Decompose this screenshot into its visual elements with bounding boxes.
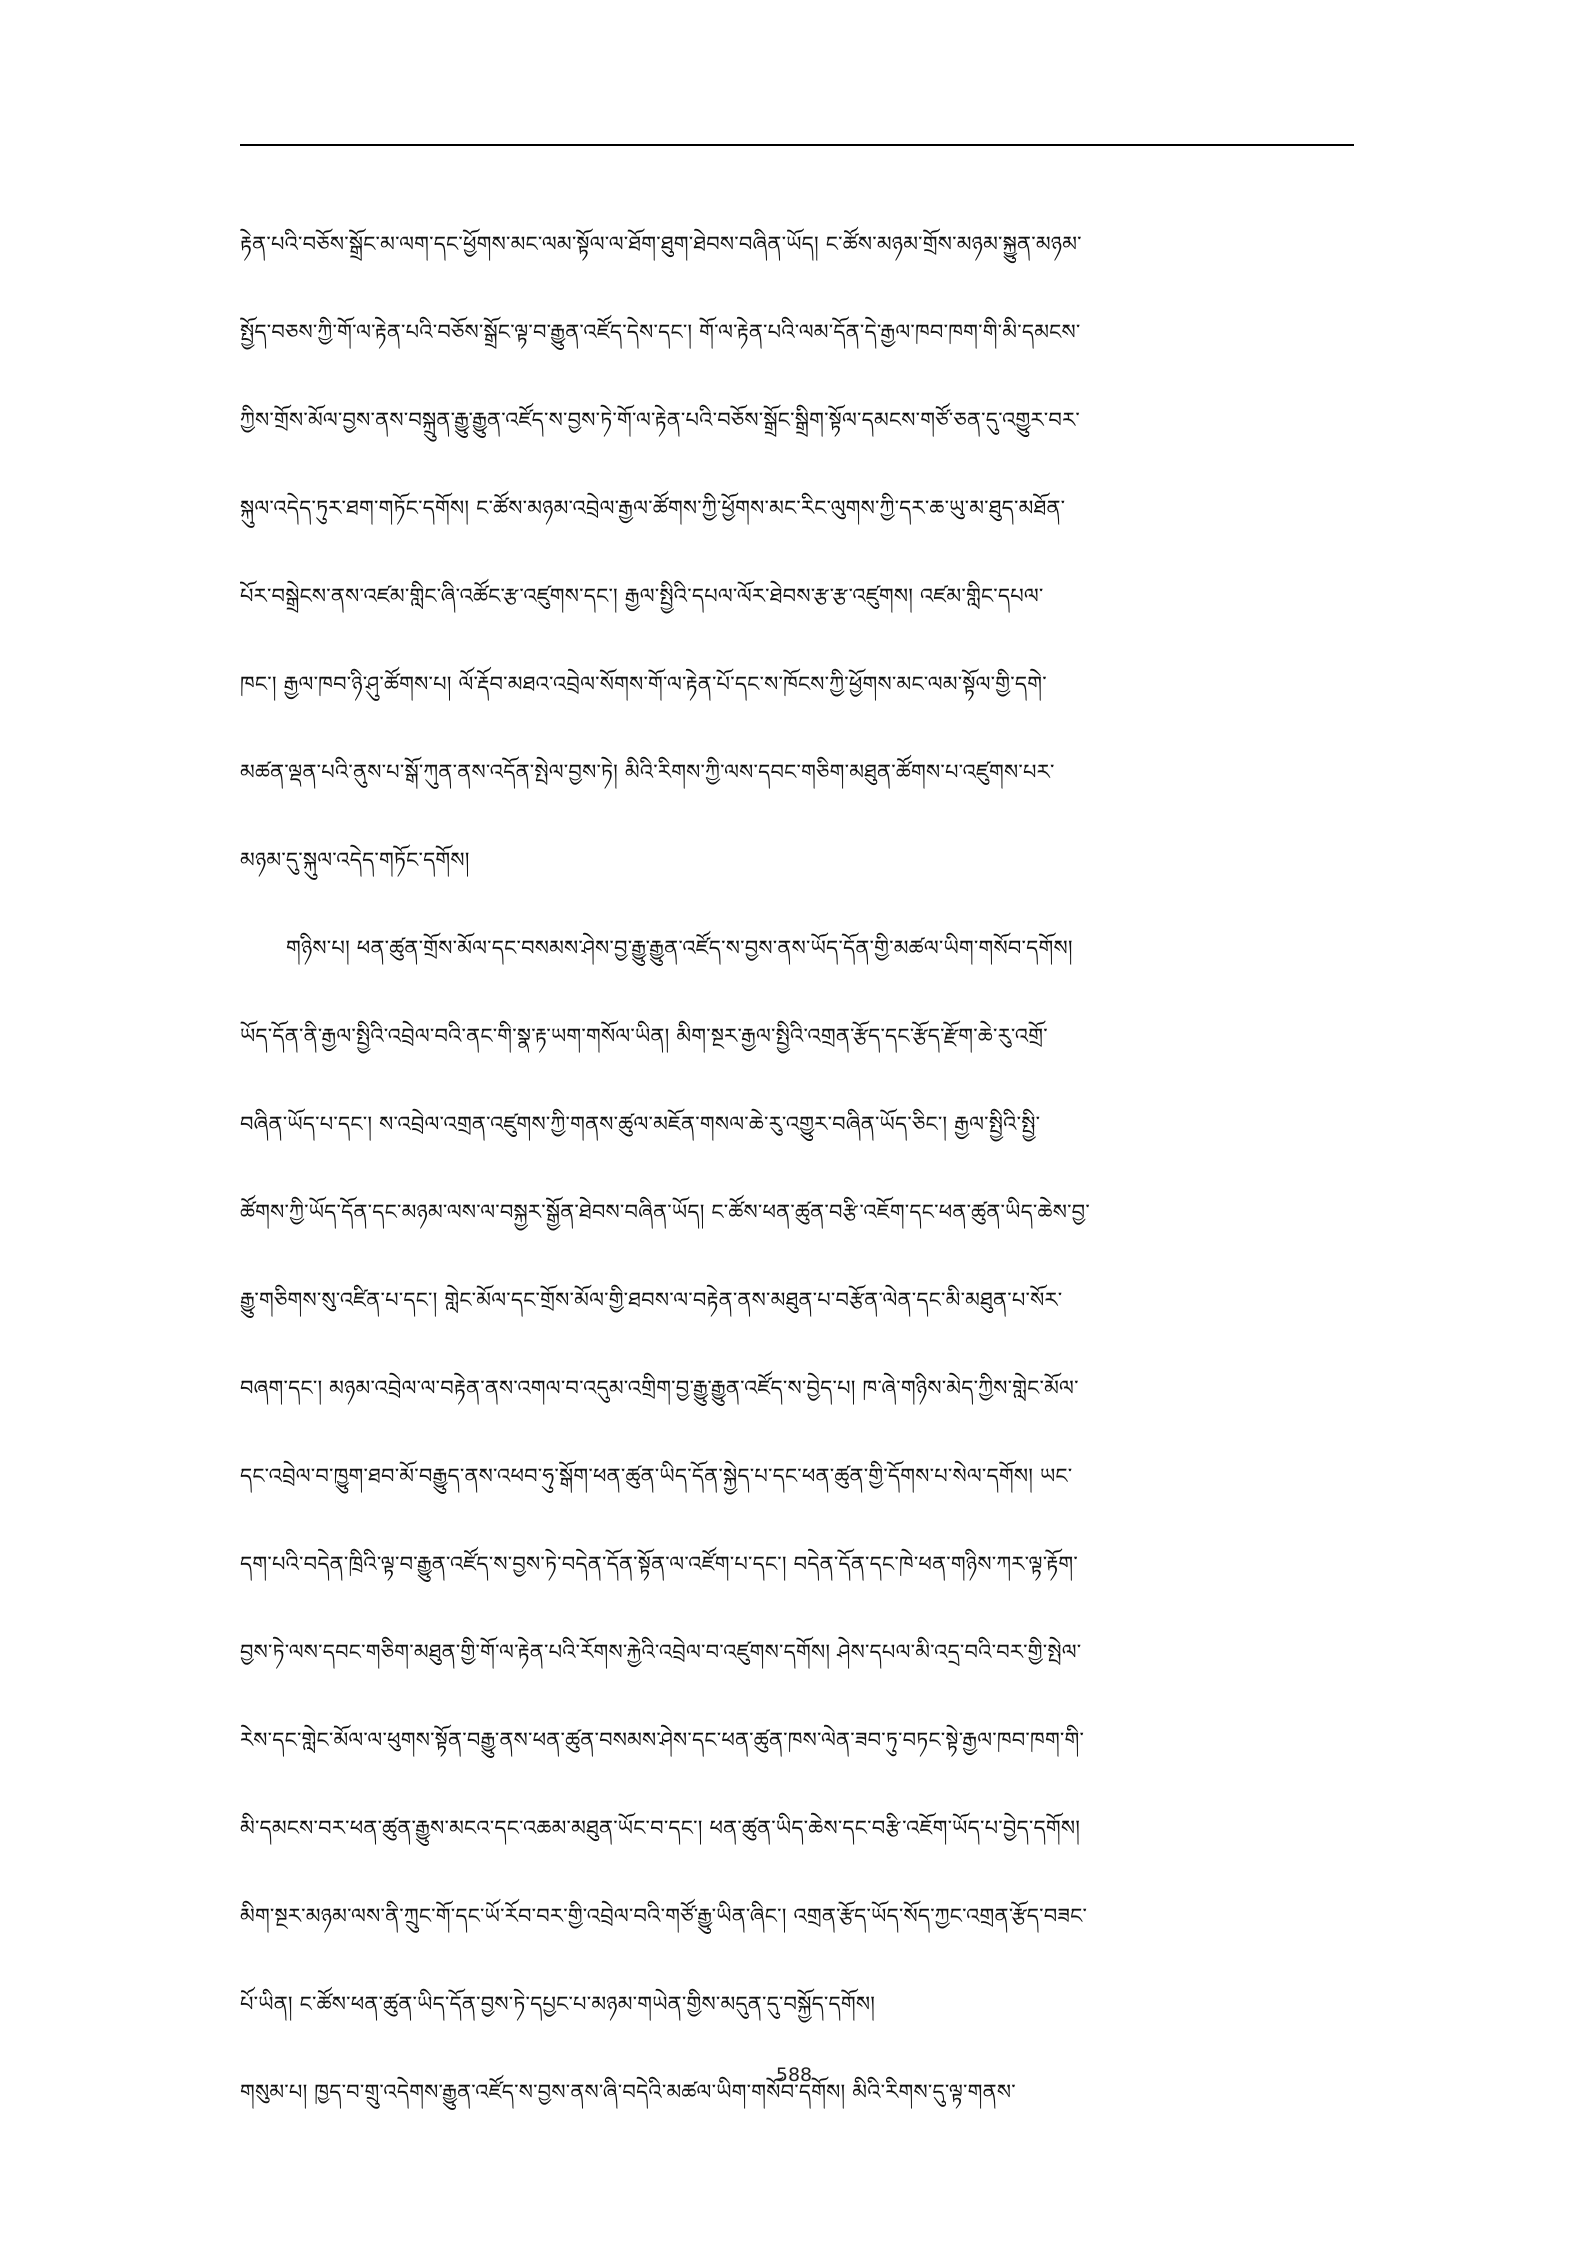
text-line: ཀྱིས་གྲོས་མོལ་བྱས་ནས་བསྐྲུན་རྒྱུ་རྒྱུན་འཛོད་ས་བྱས་ཏེ་གོ་ལ་རྟེན་པའི་བཅོས་སྒྲོང་སྒྲིག་སྟོལ་དམངས་གཙོ་ཅན་དུ་འགྱུར་བར་ (240, 408, 1080, 432)
text-line: ཁང་། རྒྱལ་ཁབ་ཉི་ཤུ་ཚོགས་པ། ལོ་རྡོབ་མཐའ་འབྲེལ་སོགས་གོ་ལ་རྟེན་པོ་དང་ས་ཁོངས་ཀྱི་ཕྱོགས་མང་ལམ་སྟོལ་གྱི་དགེ་ (240, 672, 1047, 696)
paragraph-heading-line: གཉིས་པ། ཕན་ཚུན་གྲོས་མོལ་དང་བསམས་ཤེས་བྱ་རྒྱུ་རྒྱུན་འཛོད་ས་བྱས་ནས་ཡོད་དོན་གྱི་མཚལ་ཡིག་གསོབ་དགོས། (286, 936, 1073, 960)
text-line: དང་འབྲེལ་བ་ཁྱུག་ཐབ་མོ་བརྒྱུད་ནས་འཕབ་ཧུ་སྒོག་ཕན་ཚུན་ཡིད་དོན་སྐྱེད་པ་དང་ཕན་ཚུན་གྱི་དོགས་པ་སེལ་དགོས། ཡང་ (240, 1464, 1073, 1488)
page-number: 588 (775, 2064, 813, 2086)
text-line: ཚོགས་ཀྱི་ཡོད་དོན་དང་མཉམ་ལས་ལ་བསྐྱར་སྒྱོན་ཐེབས་བཞིན་ཡོད། ང་ཚོས་ཕན་ཚུན་བརྩི་འཇོག་དང་ཕན་ཚུན་ཡིད་ཆེས་བྱ་ (240, 1200, 1090, 1224)
text-line: མིག་སྔར་མཉམ་ལས་ནི་ཀྲུང་གོ་དང་ཡོ་རོབ་བར་གྱི་འབྲེལ་བའི་གཙོ་རྒྱུ་ཡིན་ཞིང་། འགྲན་རྩོད་ཡོད་སོད་ཀྱང་འགྲན་རྩོད་བཟང་ (240, 1904, 1088, 1928)
text-line: སྐུལ་འདེད་ཏུར་ཐག་གཏོང་དགོས། ང་ཚོས་མཉམ་འབྲེལ་རྒྱལ་ཚོགས་ཀྱི་ཕྱོགས་མང་རིང་ལུགས་ཀྱི་དར་ཆ་ཡུ་མ་ཐུད་མཐོན་ (240, 496, 1066, 520)
text-line: པོར་བསྒྲེངས་ནས་འཛམ་གླིང་ཞི་འཚོང་རྩ་འཛུགས་དང་། རྒྱལ་སྤྱིའི་དཔལ་ལོར་ཐེབས་རྩ་རྩ་འཛུགས། འཛམ་གླིང་དཔལ་ (240, 584, 1044, 608)
text-line: བྱས་ཏེ་ལས་དབང་གཅིག་མཐུན་གྱི་གོ་ལ་རྟེན་པའི་རོགས་རྐྱེའི་འབྲེལ་བ་འཛུགས་དགོས། ཤེས་དཔལ་མི་འདྲ་བའི་བར་གྱི་སྤེལ་ (240, 1640, 1082, 1664)
header-rule (240, 144, 1354, 146)
text-line: མཚན་ལྡན་པའི་ནུས་པ་སྒོ་ཀུན་ནས་འདོན་སྤེལ་བྱས་ཏེ། མིའི་རིགས་ཀྱི་ལས་དབང་གཅིག་མཐུན་ཚོགས་པ་འཛུགས་པར་ (240, 760, 1055, 784)
body-text (240, 200, 1354, 2224)
text-line: རེས་དང་གླེང་མོལ་ལ་ཕུགས་སྟོན་བརྒྱུ་ནས་ཕན་ཚུན་བསམས་ཤེས་དང་ཕན་ཚུན་ཁས་ལེན་ཟབ་ཏུ་བཏང་སྟེ་རྒྱལ་ཁབ་ཁག་གི་ (240, 1728, 1085, 1752)
text-line: མཉམ་དུ་སྐུལ་འདེད་གཏོང་དགོས། (240, 848, 470, 872)
text-line: བཞིན་ཡོད་པ་དང་། ས་འབྲེལ་འགྲན་འཛུགས་ཀྱི་གནས་ཚུལ་མཇོན་གསལ་ཆེ་རུ་འགྱུར་བཞིན་ཡོད་ཅིང་། རྒྱལ་སྤྱིའི་སྤྱི་ (240, 1112, 1041, 1136)
text-line: ཡོད་དོན་ནི་རྒྱལ་སྤྱིའི་འབྲེལ་བའི་ནང་གི་སྣ་རྟ་ཡག་གསོལ་ཡིན། མིག་སྔར་རྒྱལ་སྤྱིའི་འགྲན་རྩོད་དང་རྩོད་རྫོག་ཆེ་རུ་འགྲོ་ (240, 1024, 1048, 1048)
text-line: དག་པའི་བདེན་ཁྲིའི་ལྟ་བ་རྒྱུན་འཛོད་ས་བྱས་ཏེ་བདེན་དོན་སྟོན་ལ་འཛོག་པ་དང་། བདེན་དོན་དང་ཁེ་ཕན་གཉིས་ཀར་ལྟ་རྟོག་ (240, 1552, 1079, 1576)
text-line: པོ་ཡིན། ང་ཚོས་ཕན་ཚུན་ཡིད་དོན་བྱས་ཏེ་དཔྱང་པ་མཉམ་གཡེན་གྱིས་མདུན་དུ་བསྐྱོད་དགོས། (240, 1992, 876, 2016)
text-line: མི་དམངས་བར་ཕན་ཚུན་རྒྱུས་མངའ་དང་འཆམ་མཐུན་ཡོང་བ་དང་། ཕན་ཚུན་ཡིད་ཆེས་དང་བརྩི་འཇོག་ཡོད་པ་བྱེད་དགོས། (240, 1816, 1081, 1840)
text-line: གསུམ་པ། ཁྱད་བ་གྲུ་འདེགས་རྒྱུན་འཛོད་ས་བྱས་ནས་ཞི་བདེའི་མཚལ་ཡིག་གསོབ་དགོས། མིའི་རིགས་དུ་ལྟ་གནས་ (240, 2080, 1016, 2104)
text-line: སྤྱོད་བཅས་ཀྱི་གོ་ལ་རྟེན་པའི་བཅོས་སྒྲོང་ལྟ་བ་རྒྱུན་འཛོད་དེས་དང་། གོ་ལ་རྟེན་པའི་ལམ་དོན་དེ་རྒྱལ་ཁབ་ཁག་གི་མི་དམངས་ (240, 320, 1081, 344)
text-line: རྟེན་པའི་བཅོས་སྒྲོང་མ་ལག་དང་ཕྱོགས་མང་ལམ་སྟོལ་ལ་ཐོག་ཐུག་ཐེབས་བཞིན་ཡོད། ང་ཚོས་མཉམ་གྲོས་མཉམ་སྐྱུན་མཉམ་ (240, 232, 1082, 256)
text-line: རྒྱུ་གཅིགས་སུ་འཛིན་པ་དང་། གླེང་མོལ་དང་གྲོས་མོལ་གྱི་ཐབས་ལ་བརྟེན་ནས་མཐུན་པ་བརྩོན་ལེན་དང་མི་མཐུན་པ་སོར་ (240, 1288, 1063, 1312)
paragraph-heading-line (240, 2136, 1354, 2224)
text-line: བཞག་དང་། མཉམ་འབྲེལ་ལ་བརྟེན་ནས་འགལ་བ་འདུམ་འགྲིག་བྱ་རྒྱུ་རྒྱུན་འཛོད་ས་བྱེད་པ། ཁ་ཞེ་གཉིས་མེད་ཀྱིས་གླེང་མོལ་ (240, 1376, 1079, 1400)
